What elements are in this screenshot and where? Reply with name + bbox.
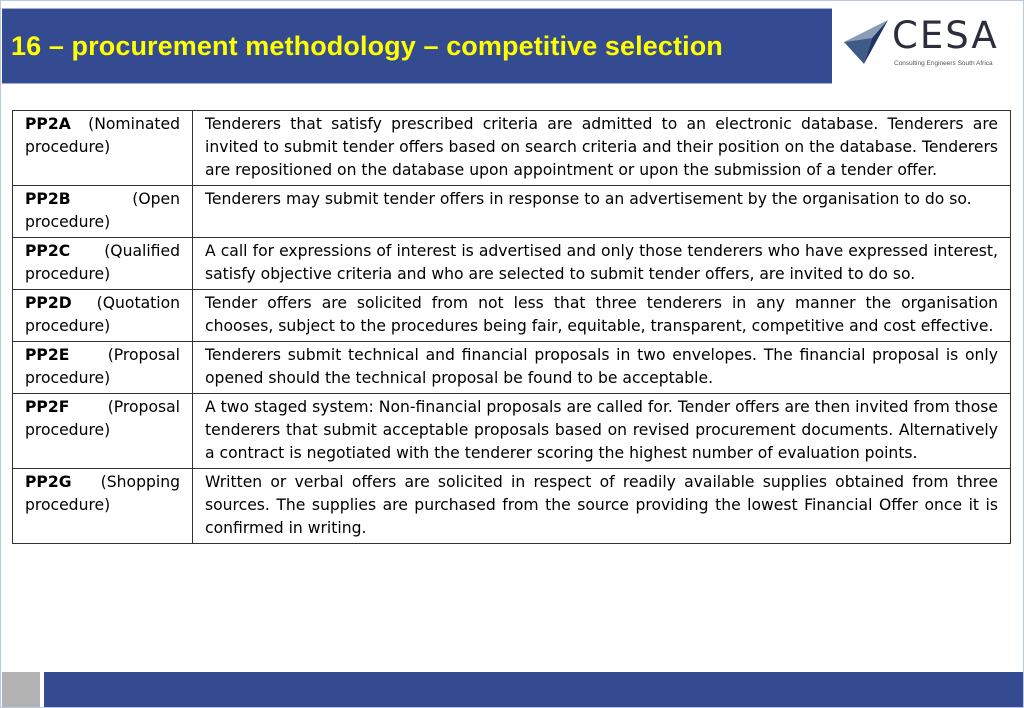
title-bar xyxy=(2,8,832,84)
logo-wordmark: CESA xyxy=(892,14,999,57)
table-row xyxy=(13,394,1011,469)
table-row xyxy=(13,342,1011,394)
procedure-description: A two staged system: Non-financial proposals are called for. Tender offers are then invited from those tenderers that submit acceptable proposals based on revised procurement documents. Alternatively a contract is negotiated with the tenderer scoring the highest number of evaluation points. xyxy=(193,394,1011,469)
procedure-name-cell xyxy=(13,238,193,290)
procedure-description: Tenderers submit technical and financial proposals in two envelopes. The financial proposal is only opened should the technical proposal be found to be acceptable. xyxy=(193,342,1011,394)
table-row xyxy=(13,238,1011,290)
procedure-code: PP2A xyxy=(25,115,71,133)
procedure-code: PP2F xyxy=(25,398,70,416)
footer-bar xyxy=(44,672,1023,707)
procedure-label: (Proposal procedure) xyxy=(25,346,180,387)
procedure-label: (Proposal procedure) xyxy=(25,398,180,439)
procedure-name-cell xyxy=(13,111,193,186)
procedure-description: Tender offers are solicited from not less that three tenderers in any manner the organisation chooses, subject to the procedures being fair, equitable, transparent, competitive and cost effective. xyxy=(193,290,1011,342)
procedure-name-cell xyxy=(13,186,193,238)
procedure-code: PP2G xyxy=(25,473,72,491)
procedure-name-cell xyxy=(13,290,193,342)
procedure-label: (Nominated procedure) xyxy=(25,115,180,156)
procurement-table xyxy=(12,110,1011,544)
footer-square xyxy=(2,672,40,707)
procedure-name-cell xyxy=(13,394,193,469)
procedure-description: Tenderers that satisfy prescribed criteria are admitted to an electronic database. Tenderers are invited to submit tender offers based on search criteria and their position on the database. Tenderers are repositioned on the database upon appointment or upon the submission of a tender offer. xyxy=(193,111,1011,186)
cesa-logo xyxy=(842,10,1014,74)
logo-tagline: Consulting Engineers South Africa xyxy=(894,60,993,67)
table-row xyxy=(13,290,1011,342)
procedure-code: PP2D xyxy=(25,294,72,312)
procedure-description: Written or verbal offers are solicited in respect of readily available supplies obtained from three sources. The supplies are purchased from the source providing the lowest Financial Offer once it is confirmed in writing. xyxy=(193,469,1011,544)
slide-title: 16 – procurement methodology – competitive selection xyxy=(11,30,723,61)
procedure-code: PP2C xyxy=(25,242,71,260)
procedure-label: (Qualified procedure) xyxy=(25,242,180,283)
table-row xyxy=(13,111,1011,186)
procedure-code: PP2E xyxy=(25,346,70,364)
procedure-label: (Shopping procedure) xyxy=(25,473,180,514)
procedure-name-cell xyxy=(13,342,193,394)
procedure-description: A call for expressions of interest is advertised and only those tenderers who have expressed interest, satisfy objective criteria and who are selected to submit tender offers, are invited to do so. xyxy=(193,238,1011,290)
procedure-label: (Open procedure) xyxy=(25,190,180,231)
procedure-label: (Quotation procedure) xyxy=(25,294,180,335)
compass-arrow-icon xyxy=(842,12,892,68)
procedure-name-cell xyxy=(13,469,193,544)
procedure-code: PP2B xyxy=(25,190,71,208)
table-row xyxy=(13,186,1011,238)
table-row xyxy=(13,469,1011,544)
procedure-description: Tenderers may submit tender offers in response to an advertisement by the organisation to do so. xyxy=(193,186,1011,238)
